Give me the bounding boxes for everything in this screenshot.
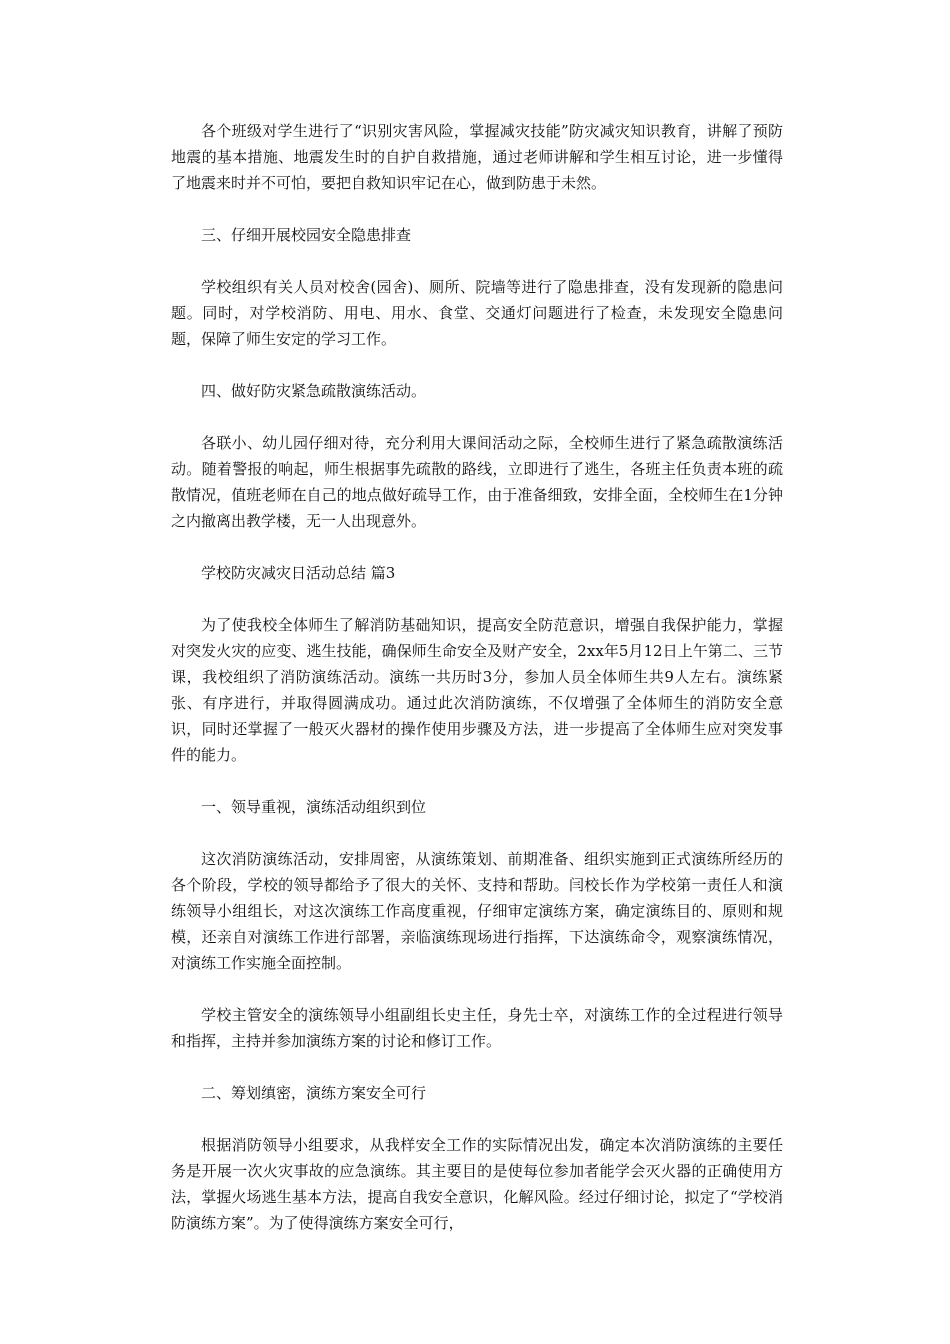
paragraph-fire-drill-intro: 为了使我校全体师生了解消防基础知识，提高安全防范意识，增强自我保护能力，掌握对突发火灾的应变、逃生技能，确保师生命安全及财产安全，2xx年5月12日上午第二、三节课，我校组织了消防演练活动。演练一共历时3分，参加人员全体师生共9人左右。演练紧张、有序进行，并取得圆满成功。通过此次消防演练，不仅增强了全体师生的消防安全意识，同时还掌握了一般灭火器材的操作使用步骤及方法，进一步提高了全体师生应对突发事件的能力。 — [171, 616, 783, 764]
heading-evacuation-drill: 四、做好防灾紧急疏散演练活动。 — [201, 382, 427, 400]
paragraph-planning: 根据消防领导小组要求，从我样安全工作的实际情况出发，确定本次消防演练的主要任务是开展一次火灾事故的应急演练。其主要目的是使每位参加者能学会灭火器的正确使用方法，掌握火场逃生基本方法，提高自我安全意识，化解风险。经过仔细讨论，拟定了“学校消防演练方案”。为了使得演练方案安全可行， — [171, 1136, 783, 1232]
paragraph-gap — [171, 196, 783, 222]
paragraph-deputy-leader: 学校主管安全的演练领导小组副组长史主任，身先士卒，对演练工作的全过程进行领导和指挥，主持并参加演练方案的讨论和修订工作。 — [171, 1006, 783, 1050]
paragraph-gap — [171, 1106, 783, 1132]
paragraph-gap — [171, 1054, 783, 1080]
paragraph-gap — [171, 586, 783, 612]
paragraph-hazard-inspection: 学校组织有关人员对校舍(园舍)、厕所、院墙等进行了隐患排查，没有发现新的隐患问题。同时，对学校消防、用电、用水、食堂、交通灯问题进行了检查，未发现安全隐患问题，保障了师生安定的学习工作。 — [171, 278, 783, 348]
paragraph-evacuation-drill: 各联小、幼儿园仔细对待，充分利用大课间活动之际，全校师生进行了紧急疏散演练活动。随着警报的响起，师生根据事先疏散的路线，立即进行了逃生，各班主任负责本班的疏散情况，值班老师在自己的地点做好疏导工作，由于准备细致，安排全面，全校师生在1分钟之内撤离出教学楼，无一人出现意外。 — [171, 434, 783, 530]
paragraph-gap — [171, 768, 783, 794]
paragraph-leadership: 这次消防演练活动，安排周密，从演练策划、前期准备、组织实施到正式演练所经历的各个阶段，学校的领导都给予了很大的关怀、支持和帮助。闫校长作为学校第一责任人和演练领导小组组长，对这次演练工作高度重视，仔细审定演练方案，确定演练目的、原则和规模，还亲自对演练工作进行部署，亲临演练现场进行指挥，下达演练命令，观察演练情况，对演练工作实施全面控制。 — [171, 850, 783, 972]
paragraph-gap — [171, 248, 783, 274]
heading-leadership: 一、领导重视，演练活动组织到位 — [201, 798, 427, 816]
document-body — [171, 118, 783, 1236]
heading-campus-hazard-check: 三、仔细开展校园安全隐患排查 — [201, 226, 412, 244]
section-title-summary-3: 学校防灾减灾日活动总结 篇3 — [201, 564, 396, 582]
paragraph-gap — [171, 820, 783, 846]
heading-planning: 二、筹划缜密，演练方案安全可行 — [201, 1084, 427, 1102]
paragraph-gap — [171, 976, 783, 1002]
paragraph-gap — [171, 352, 783, 378]
paragraph-earthquake-education: 各个班级对学生进行了“识别灾害风险，掌握减灾技能”防灾减灾知识教育，讲解了预防地震的基本措施、地震发生时的自护自救措施，通过老师讲解和学生相互讨论，进一步懂得了地震来时并不可怕，要把自救知识牢记在心，做到防患于未然。 — [171, 122, 783, 192]
paragraph-gap — [171, 534, 783, 560]
paragraph-gap — [171, 404, 783, 430]
